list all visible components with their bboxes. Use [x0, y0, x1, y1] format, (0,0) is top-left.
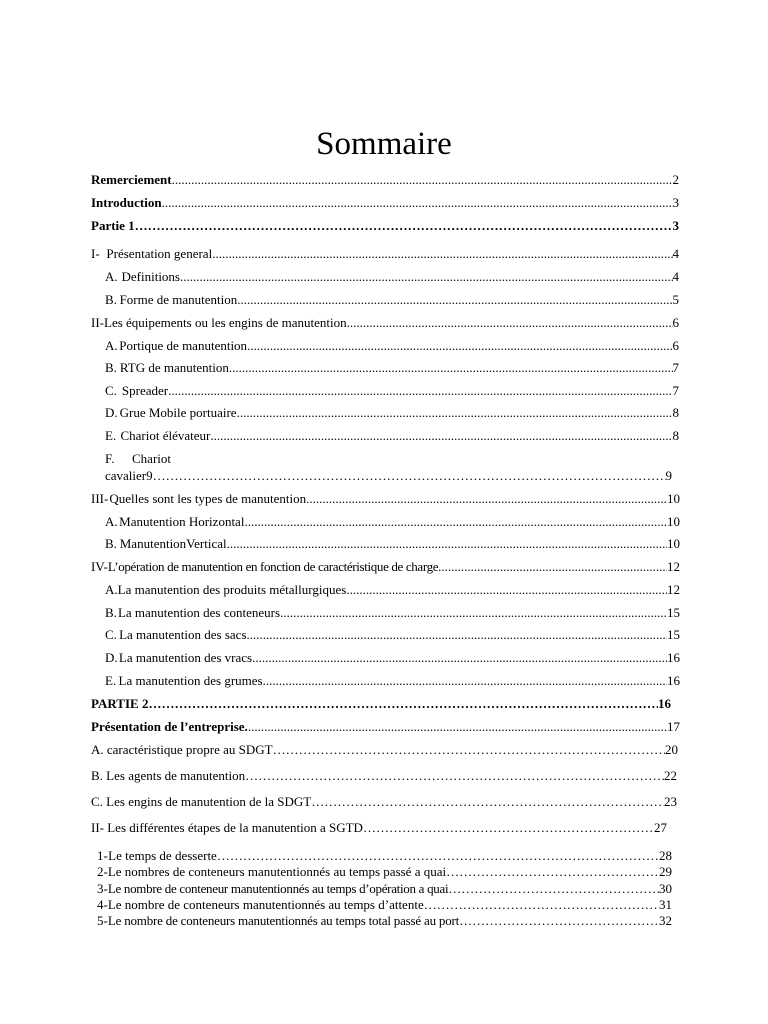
- toc-label: Manutention Horizontal: [119, 514, 245, 529]
- toc-number: A.: [105, 514, 118, 529]
- toc-page-number: 3: [672, 195, 679, 210]
- toc-page-number: 15: [667, 627, 680, 642]
- toc-leader: [248, 719, 667, 735]
- toc-page-number: 17: [667, 719, 680, 734]
- toc-label: C. Les engins de manutention de la SDGT: [91, 794, 312, 809]
- toc-page-number: 3: [672, 218, 679, 233]
- toc-label: Le nombre de conteneur manutentionnés au temps d’opération a quai: [107, 881, 449, 896]
- toc-number: E.: [105, 428, 117, 443]
- toc-page-number: 6: [672, 315, 679, 330]
- toc-leader: [273, 742, 665, 758]
- toc-number: D.: [105, 405, 118, 420]
- toc-leader: [347, 315, 673, 331]
- toc-leader: [252, 650, 667, 666]
- toc-label: Spreader: [121, 383, 169, 398]
- toc-number: A.: [105, 338, 118, 353]
- toc-page-number: 16: [667, 673, 680, 688]
- toc-label: Remerciement: [91, 172, 172, 187]
- toc-entry-4e: [105, 673, 680, 689]
- toc-number: 5-: [97, 913, 108, 928]
- toc-page-number: 10: [667, 536, 680, 551]
- toc-leader: [229, 360, 673, 376]
- toc-entry-section-1: [91, 246, 679, 262]
- toc-entry-step-2: [97, 864, 672, 880]
- toc-label: Le nombre de conteneurs manutentionnés au temps total passé au port: [107, 913, 460, 928]
- toc-label: Definitions: [121, 269, 180, 284]
- toc-page-number: 30: [659, 881, 672, 896]
- toc-number: B.: [105, 605, 117, 620]
- toc-entry-1a: [105, 269, 679, 285]
- toc-entry-2e: [105, 428, 679, 444]
- toc-leader: [237, 292, 672, 308]
- toc-leader: [306, 491, 667, 507]
- toc-leader: [245, 768, 664, 784]
- toc-label: Chariot: [132, 451, 171, 466]
- toc-label: PARTIE 2: [91, 696, 149, 711]
- toc-label: Forme de manutention: [119, 292, 238, 307]
- toc-label: Partie 1: [91, 218, 135, 233]
- toc-label: La manutention des conteneurs: [117, 605, 281, 620]
- toc-entry-2d: [105, 405, 679, 421]
- toc-entry-section-4: [91, 559, 680, 575]
- toc-leader: [247, 627, 667, 643]
- toc-leader: [172, 172, 673, 188]
- toc-leader: [244, 514, 667, 530]
- toc-page-number: 7: [672, 360, 679, 375]
- toc-entry-3b: [105, 536, 680, 552]
- toc-page-number: 8: [672, 428, 679, 443]
- toc-entry-step-3: [97, 881, 672, 897]
- toc-entry-2-ii: [91, 820, 667, 836]
- toc-entry-introduction: [91, 195, 679, 211]
- toc-number: 1-: [97, 848, 108, 863]
- toc-leader: [424, 897, 659, 913]
- toc-number: I-: [91, 246, 100, 261]
- toc-label: L’opération de manutention en fonction de caractéristique de charge: [107, 559, 439, 574]
- toc-leader: [162, 195, 673, 211]
- toc-leader: [168, 383, 672, 399]
- toc-label: Le nombres de conteneurs manutentionnés au temps passé a quai: [107, 864, 447, 879]
- toc-number: B.: [105, 360, 117, 375]
- toc-entry-step-1: [97, 848, 672, 864]
- toc-entry-step-4: [97, 897, 672, 913]
- toc-leader: [459, 913, 659, 929]
- toc-entry-3a: [105, 514, 680, 530]
- toc-entry-section-3: [91, 491, 680, 507]
- toc-leader: [135, 218, 673, 234]
- toc-number: B.: [105, 536, 117, 551]
- toc-page-number: 12: [667, 559, 680, 574]
- toc-label: RTG de manutention: [119, 360, 229, 375]
- toc-entry-2-b: [91, 768, 677, 784]
- toc-page-number: 29: [659, 864, 672, 879]
- toc-entry-partie-1: [91, 218, 679, 234]
- toc-page-number: 12: [667, 582, 680, 597]
- toc-entry-1b: [105, 292, 679, 308]
- toc-page-number: 31: [659, 897, 672, 912]
- toc-page-number: 22: [664, 768, 677, 783]
- toc-label: A. caractéristique propre au SDGT: [91, 742, 273, 757]
- toc-entry-step-5: [97, 913, 672, 929]
- toc-leader: [217, 848, 659, 864]
- toc-number: F.: [105, 451, 115, 466]
- toc-number: C.: [105, 383, 117, 398]
- toc-page-number: 9: [665, 468, 672, 483]
- toc-label: Grue Mobile portuaire: [119, 405, 237, 420]
- toc-leader: [180, 269, 673, 285]
- toc-page-number: 16: [658, 696, 671, 711]
- toc-entry-4a: [105, 582, 680, 598]
- toc-number: D.: [105, 650, 118, 665]
- toc-page-number: 5: [672, 292, 679, 307]
- toc-page-number: 32: [659, 913, 672, 928]
- toc-label: Le temps de desserte: [108, 848, 217, 863]
- toc-number: 2-: [97, 864, 108, 879]
- toc-leader: [247, 338, 672, 354]
- toc-leader: [227, 536, 667, 552]
- toc-entry-4c: [105, 627, 680, 643]
- toc-entry-section-2: [91, 315, 679, 331]
- toc-number: III-: [91, 491, 109, 506]
- toc-entry-partie-2: [91, 696, 671, 712]
- toc-leader: [280, 605, 667, 621]
- toc-entry-4d: [105, 650, 680, 666]
- toc-page-number: 4: [672, 269, 679, 284]
- toc-page-number: 2: [672, 172, 679, 187]
- toc-leader: [212, 246, 672, 262]
- toc-entry-2-a: [91, 742, 678, 758]
- toc-label: La manutention des sacs: [119, 627, 247, 642]
- toc-label: II- Les différentes étapes de la manutention a SGTD: [91, 820, 363, 835]
- toc-number: C.: [105, 627, 117, 642]
- toc-label: B. Les agents de manutention: [91, 768, 246, 783]
- toc-leader: [263, 673, 667, 689]
- toc-page-number: 15: [667, 605, 680, 620]
- toc-entry-2f-first-line: [105, 451, 171, 467]
- toc-number: IV-: [91, 559, 108, 574]
- toc-label: La manutention des vracs: [118, 650, 253, 665]
- toc-label: ManutentionVertical: [119, 536, 227, 551]
- toc-label-continued: cavalier9: [105, 468, 153, 483]
- toc-page-number: 27: [654, 820, 667, 835]
- toc-label: Quelles sont les types de manutention: [109, 491, 307, 506]
- toc-leader: [153, 468, 666, 484]
- toc-label: Introduction: [91, 195, 162, 210]
- toc-page-number: 10: [667, 514, 680, 529]
- toc-label: Le nombre de conteneurs manutentionnés au temps d’attente: [107, 897, 424, 912]
- toc-number: A.: [105, 582, 118, 597]
- toc-page-number: 16: [667, 650, 680, 665]
- toc-leader: [210, 428, 672, 444]
- toc-label: La manutention des produits métallurgiques: [117, 582, 347, 597]
- toc-page-number: 4: [672, 246, 679, 261]
- toc-page-number: 23: [664, 794, 677, 809]
- toc-entry-2b: [105, 360, 679, 376]
- toc-page-number: 10: [667, 491, 680, 506]
- toc-entry-4b: [105, 605, 680, 621]
- toc-entry-2c: [105, 383, 679, 399]
- toc-page-number: 7: [672, 383, 679, 398]
- toc-page-number: 20: [665, 742, 678, 757]
- toc-label: Présentation de l’entreprise.: [91, 719, 248, 734]
- toc-leader: [311, 794, 664, 810]
- toc-label: La manutention des grumes: [118, 673, 263, 688]
- toc-label: Portique de manutention: [119, 338, 248, 353]
- toc-leader: [237, 405, 673, 421]
- toc-number: A.: [105, 269, 118, 284]
- toc-label: Présentation general: [106, 246, 213, 261]
- toc-entry-remerciement: [91, 172, 679, 188]
- toc-label: Chariot élévateur: [120, 428, 211, 443]
- toc-leader: [363, 820, 654, 836]
- page-title: Sommaire: [316, 126, 452, 162]
- toc-entry-2f: [105, 468, 672, 484]
- toc-leader: [148, 696, 658, 712]
- toc-leader: [446, 864, 659, 880]
- toc-number: 4-: [97, 897, 108, 912]
- toc-number: II-: [91, 315, 104, 330]
- toc-number: B.: [105, 292, 117, 307]
- toc-page-number: 6: [672, 338, 679, 353]
- toc-entry-2-c: [91, 794, 677, 810]
- toc-label: Les équipements ou les engins de manutention: [104, 315, 347, 330]
- toc-leader: [448, 881, 659, 897]
- toc-page-number: 28: [659, 848, 672, 863]
- toc-entry-presentation-entreprise: [91, 719, 680, 735]
- toc-entry-2a: [105, 338, 679, 354]
- toc-number: 3-: [97, 881, 108, 896]
- toc-number: E.: [105, 673, 117, 688]
- toc-leader: [438, 559, 667, 575]
- toc-page-number: 8: [672, 405, 679, 420]
- toc-leader: [346, 582, 667, 598]
